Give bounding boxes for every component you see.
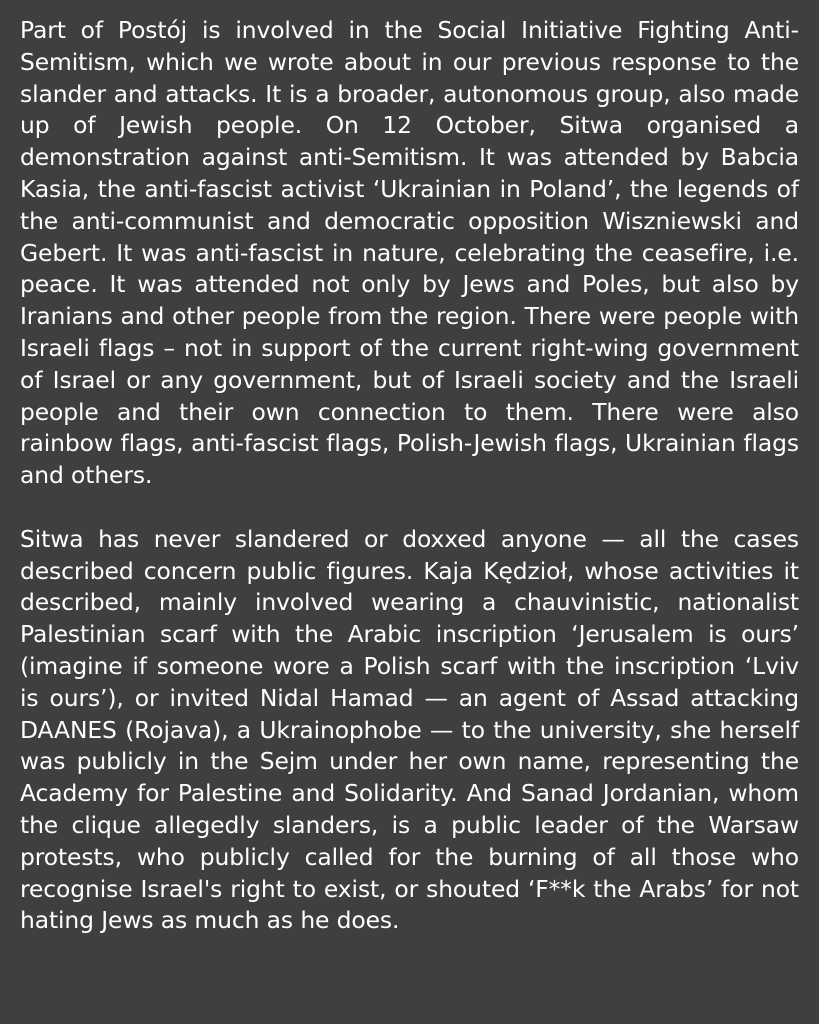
paragraph-postoj-initiative: Part of Postój is involved in the Social Initiative Fighting Anti-Semitism, which we wrote about in our previous response to the slander and attacks. It is a broader, autonomous group, also made up of Jewish people. On 12 October, Sitwa organised a demonstration against anti-Semitism. It was attended by Babcia Kasia, the anti-fascist activist ‘Ukrainian in Poland’, the legends of the anti-communist and democratic opposition Wiszniewski and Gebert. It was anti-fascist in nature, celebrating the ceasefire, i.e. peace. It was attended not only by Jews and Poles, but also by Iranians and other people from the region. There were people with Israeli flags – not in support of the current right-wing government of Israel or any government, but of Israeli society and the Israeli people and their own connection to them. There were also rainbow flags, anti-fascist flags, Polish-Jewish flags, Ukrainian flags and others. (20, 16, 799, 490)
paragraph-sitwa-response: Sitwa has never slandered or doxxed anyone — all the cases described concern public figures. Kaja Kędzioł, whose activities it described, mainly involved wearing a chauvinistic, nationalist Palestinian scarf with the Arabic inscription ‘Jerusalem is ours’ (imagine if someone wore a Polish scarf with the inscription ‘Lviv is ours’), or invited Nidal Hamad — an agent of Assad attacking DAANES (Rojava), a Ukrainophobe — to the university, she herself was publicly in the Sejm under her own name, representing the Academy for Palestine and Solidarity. And Sanad Jordanian, whom the clique allegedly slanders, is a public leader of the Warsaw protests, who publicly called for the burning of all those who recognise Israel's right to exist, or shouted ‘F**k the Arabs’ for not hating Jews as much as he does. (20, 524, 799, 935)
